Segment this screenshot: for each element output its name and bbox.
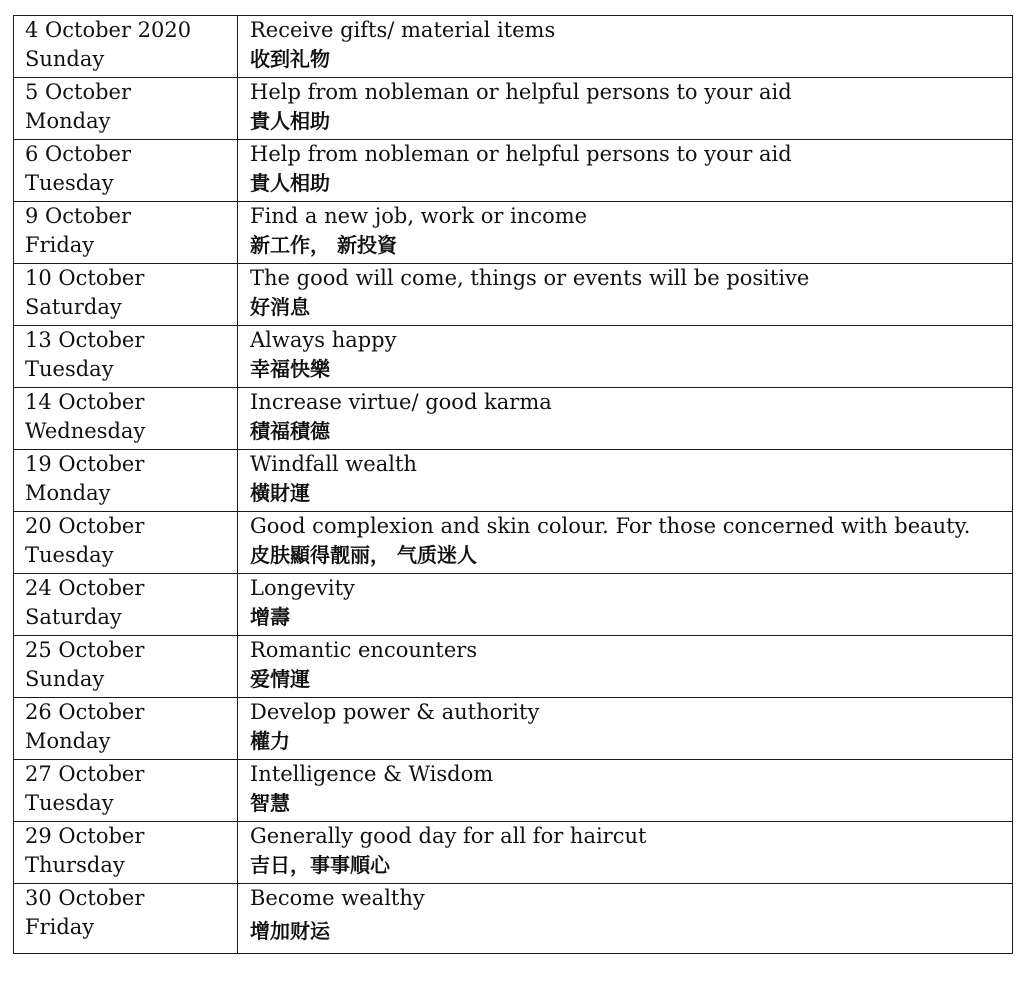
date-cell (14, 78, 238, 140)
date-text: 20 October (25, 514, 145, 538)
date-text: 9 October (25, 204, 132, 228)
english-description: Increase virtue/ good karma (250, 390, 552, 414)
table-row (14, 202, 1013, 264)
date-text: 19 October (25, 452, 145, 476)
date-text: 10 October (25, 266, 145, 290)
english-description: Develop power & authority (250, 700, 540, 724)
weekday-text: Monday (25, 481, 111, 505)
table-row (14, 140, 1013, 202)
date-text: 13 October (25, 328, 145, 352)
weekday-text: Monday (25, 109, 111, 133)
date-cell (14, 822, 238, 884)
weekday-text: Sunday (25, 47, 105, 71)
chinese-description: 皮肤顯得靓丽， 气质迷人 (250, 543, 477, 567)
weekday-text: Thursday (25, 853, 125, 877)
date-text: 4 October 2020 (25, 18, 192, 42)
date-cell (14, 512, 238, 574)
chinese-description: 好消息 (250, 295, 310, 319)
description-cell (238, 450, 1013, 512)
chinese-description: 收到礼物 (250, 47, 330, 71)
english-description: Generally good day for all for haircut (250, 824, 647, 848)
table-row (14, 574, 1013, 636)
table-row (14, 78, 1013, 140)
english-description: Good complexion and skin colour. For those concerned with beauty. (250, 514, 971, 538)
chinese-description: 吉日，事事順心 (250, 853, 390, 877)
description-cell (238, 388, 1013, 450)
date-text: 27 October (25, 762, 145, 786)
description-cell (238, 760, 1013, 822)
chinese-description: 橫財運 (250, 481, 310, 505)
weekday-text: Tuesday (25, 543, 114, 567)
date-text: 14 October (25, 390, 145, 414)
english-description: Romantic encounters (250, 638, 478, 662)
date-cell (14, 450, 238, 512)
description-cell (238, 574, 1013, 636)
date-cell (14, 326, 238, 388)
weekday-text: Tuesday (25, 171, 114, 195)
haircut-calendar (13, 15, 1013, 954)
date-cell (14, 636, 238, 698)
chinese-description: 積福積德 (250, 419, 330, 443)
english-description: Help from nobleman or helpful persons to your aid (250, 142, 792, 166)
weekday-text: Saturday (25, 295, 122, 319)
english-description: Receive gifts/ material items (250, 18, 556, 42)
table-row (14, 450, 1013, 512)
table-row (14, 698, 1013, 760)
weekday-text: Wednesday (25, 419, 146, 443)
weekday-text: Tuesday (25, 357, 114, 381)
date-cell (14, 884, 238, 954)
chinese-description: 幸福快樂 (250, 357, 330, 381)
chinese-description: 增壽 (250, 605, 290, 629)
chinese-description: 爱情運 (250, 667, 310, 691)
date-cell (14, 16, 238, 78)
date-text: 25 October (25, 638, 145, 662)
date-cell (14, 760, 238, 822)
date-cell (14, 698, 238, 760)
weekday-text: Friday (25, 915, 95, 939)
description-cell (238, 16, 1013, 78)
date-cell (14, 140, 238, 202)
weekday-text: Sunday (25, 667, 105, 691)
description-cell (238, 78, 1013, 140)
chinese-description: 智慧 (250, 791, 290, 815)
date-cell (14, 388, 238, 450)
description-cell (238, 140, 1013, 202)
chinese-description: 貴人相助 (250, 109, 330, 133)
table-row (14, 636, 1013, 698)
weekday-text: Tuesday (25, 791, 114, 815)
date-cell (14, 574, 238, 636)
english-description: Longevity (250, 576, 355, 600)
weekday-text: Monday (25, 729, 111, 753)
table-row (14, 388, 1013, 450)
english-description: Become wealthy (250, 886, 425, 910)
description-cell (238, 636, 1013, 698)
english-description: Find a new job, work or income (250, 204, 588, 228)
date-text: 5 October (25, 80, 132, 104)
description-cell (238, 326, 1013, 388)
description-cell (238, 202, 1013, 264)
chinese-description: 貴人相助 (250, 171, 330, 195)
date-text: 30 October (25, 886, 145, 910)
table-row (14, 326, 1013, 388)
english-description: Help from nobleman or helpful persons to your aid (250, 80, 792, 104)
english-description: The good will come, things or events will be positive (250, 266, 810, 290)
table-row (14, 822, 1013, 884)
english-description: Windfall wealth (250, 452, 417, 476)
date-text: 29 October (25, 824, 145, 848)
chinese-description: 權力 (250, 729, 290, 753)
description-cell (238, 264, 1013, 326)
date-text: 6 October (25, 142, 132, 166)
auspicious-days-table (13, 15, 1013, 954)
english-description: Intelligence & Wisdom (250, 762, 494, 786)
english-description: Always happy (250, 328, 397, 352)
description-cell (238, 512, 1013, 574)
description-cell (238, 822, 1013, 884)
description-cell (238, 698, 1013, 760)
table-row (14, 264, 1013, 326)
weekday-text: Saturday (25, 605, 122, 629)
date-text: 26 October (25, 700, 145, 724)
table-row (14, 884, 1013, 954)
weekday-text: Friday (25, 233, 95, 257)
table-row (14, 760, 1013, 822)
chinese-description: 新工作， 新投資 (250, 233, 397, 257)
date-cell (14, 264, 238, 326)
table-row (14, 512, 1013, 574)
table-row (14, 16, 1013, 78)
chinese-description: 增加财运 (250, 919, 330, 943)
date-text: 24 October (25, 576, 145, 600)
date-cell (14, 202, 238, 264)
description-cell (238, 884, 1013, 954)
